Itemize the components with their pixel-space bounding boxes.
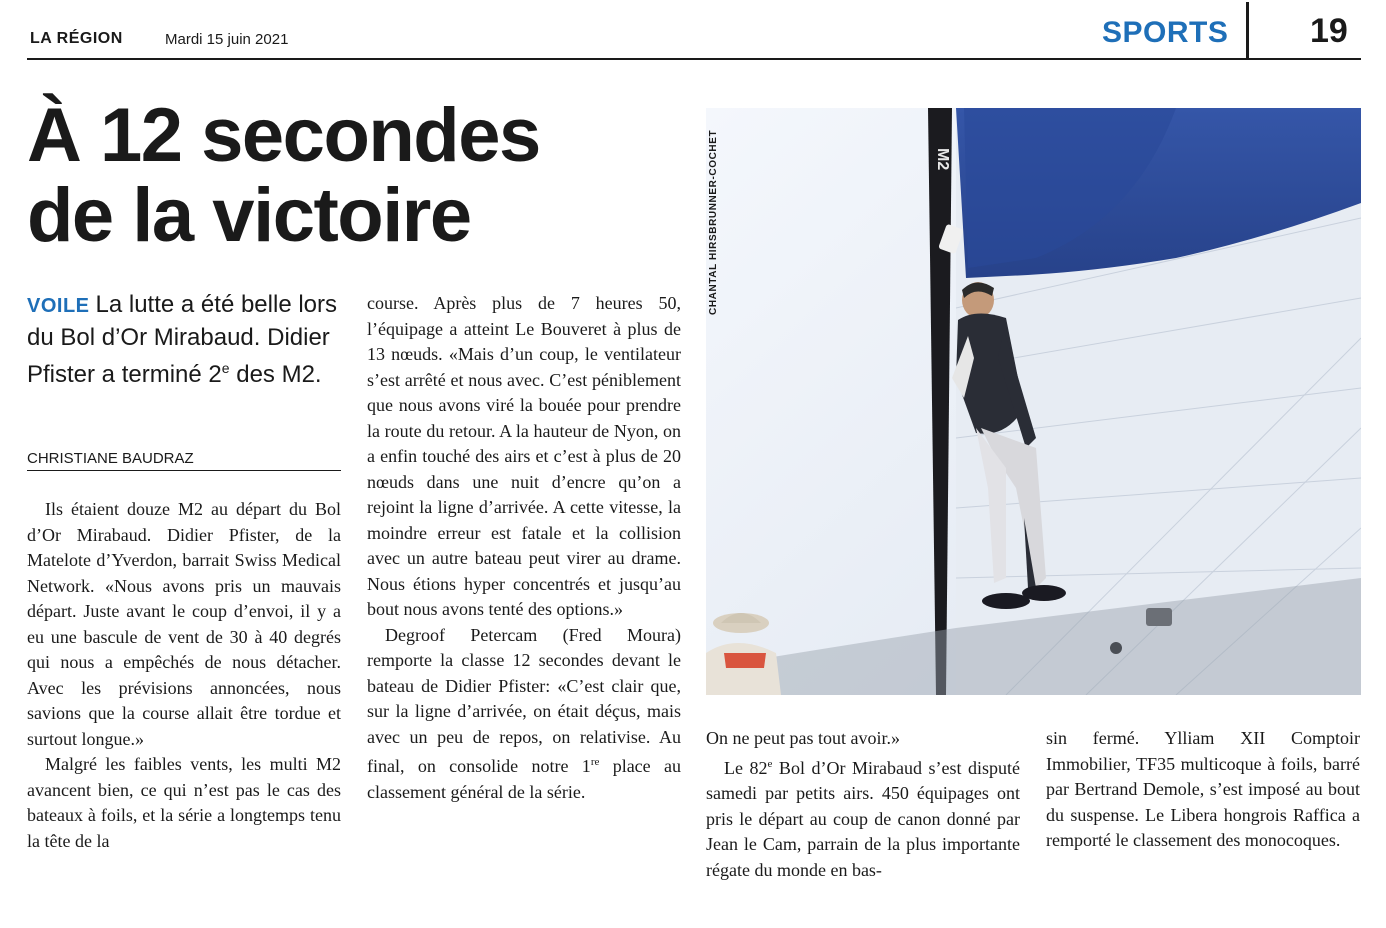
headline-line-1: À 12 secondes [27,93,540,178]
body-text: Degroof Petercam (Fred Moura) remporte la classe 12 secondes devant le bateau de Didier Pfister: «C’est clair que, sur la ligne d’arrivée, on était déçus, mais avec un peu de repos, on relativise. Au final, on consolide notre 1 [367,624,681,776]
body-text-end: Bol d’Or Mirabaud s’est disputé samedi par petits airs. 450 équipages ont pris le départ au coup de canon donné par Jean le Cam, parrain de la plus importante régate du monde en bas- [706,757,1020,880]
header-divider [1246,2,1249,60]
body-column-2 [367,291,681,805]
body-paragraph: Ils étaient douze M2 au départ du Bol d’Or Mirabaud. Didier Pfister, de la Matelote d’Yverdon, barrait Swiss Medical Network. «Nous avons pris un mauvais départ. Juste avant le coup d’envoi, il y a eu une bascule de vent de 30 à 40 degrés qui nous a empêchés de nous détacher. Avec les prévisions annoncées, nous savions que la course allait être tordue et surtout longue.» [27,499,341,749]
byline: CHRISTIANE BAUDRAZ [27,450,341,471]
body-text-end: place au classement général de la série. [367,756,681,802]
body-paragraph: On ne peut pas tout avoir.» [706,728,900,748]
body-text: Le 82 [724,757,768,778]
body-superscript: re [590,756,600,768]
body-paragraph [706,752,1020,884]
page-number: 19 [1310,12,1348,50]
kicker: VOILE [27,295,90,317]
header-rule [27,58,1361,60]
block [1110,642,1122,654]
body-column-1 [27,497,341,854]
photo-credit: CHANTAL HIRSBRUNNER-COCHET [708,129,719,315]
body-superscript: e [767,757,773,770]
body-paragraph: sin fermé. Ylliam XII Comptoir Immobilier, TF35 multicoque à foils, barré par Bertrand Demole, s’est imposé au bout du suspense. Le Libera hongrois Raffica a remporté le classement des monocoques. [1046,728,1360,850]
lead-paragraph [27,289,347,390]
headline-line-2: de la victoire [27,173,471,258]
sailing-photo [706,108,1361,695]
body-paragraph [367,623,681,806]
body-column-4 [1046,726,1360,854]
lead-text-end: des M2. [229,361,322,388]
lead-text: La lutte a été belle lors du Bol d’Or Mirabaud. Didier Pfister a terminé 2 [27,291,338,388]
body-paragraph: course. Après plus de 7 heures 50, l’équipage a atteint Le Bouveret à plus de 13 nœuds. «Mais d’un coup, le ventilateur s’est arrêté et nous avec. C’est péniblement que nous avons viré la bouée pour prendre la route du retour. A la hauteur de Nyon, on a enfin touché des airs et c’est à plus de 20 nœuds dans une nuit d’encre qu’on a rejoint la ligne d’arrivée. A cette vitesse, la moindre erreur est fatale et la collision avec un autre bateau peut virer au drame. Nous étions hyper concentrés et jusqu’au bout nous avons tenté des options.» [367,293,681,619]
winch [1146,608,1172,626]
photo-illustration [706,108,1361,695]
section-label: SPORTS [1102,16,1229,49]
body-column-3 [706,726,1020,883]
body-paragraph: Malgré les faibles vents, les multi M2 avancent bien, ce qui n’est pas le cas des bateaux à foils, et la série a longtemps tenu la tête de la [27,754,341,851]
headline [27,93,687,258]
publication-name: LA RÉGION [30,30,123,47]
lead-superscript: e [221,360,230,376]
mast-lettering: M2 [934,148,951,171]
issue-date: Mardi 15 juin 2021 [165,31,289,48]
